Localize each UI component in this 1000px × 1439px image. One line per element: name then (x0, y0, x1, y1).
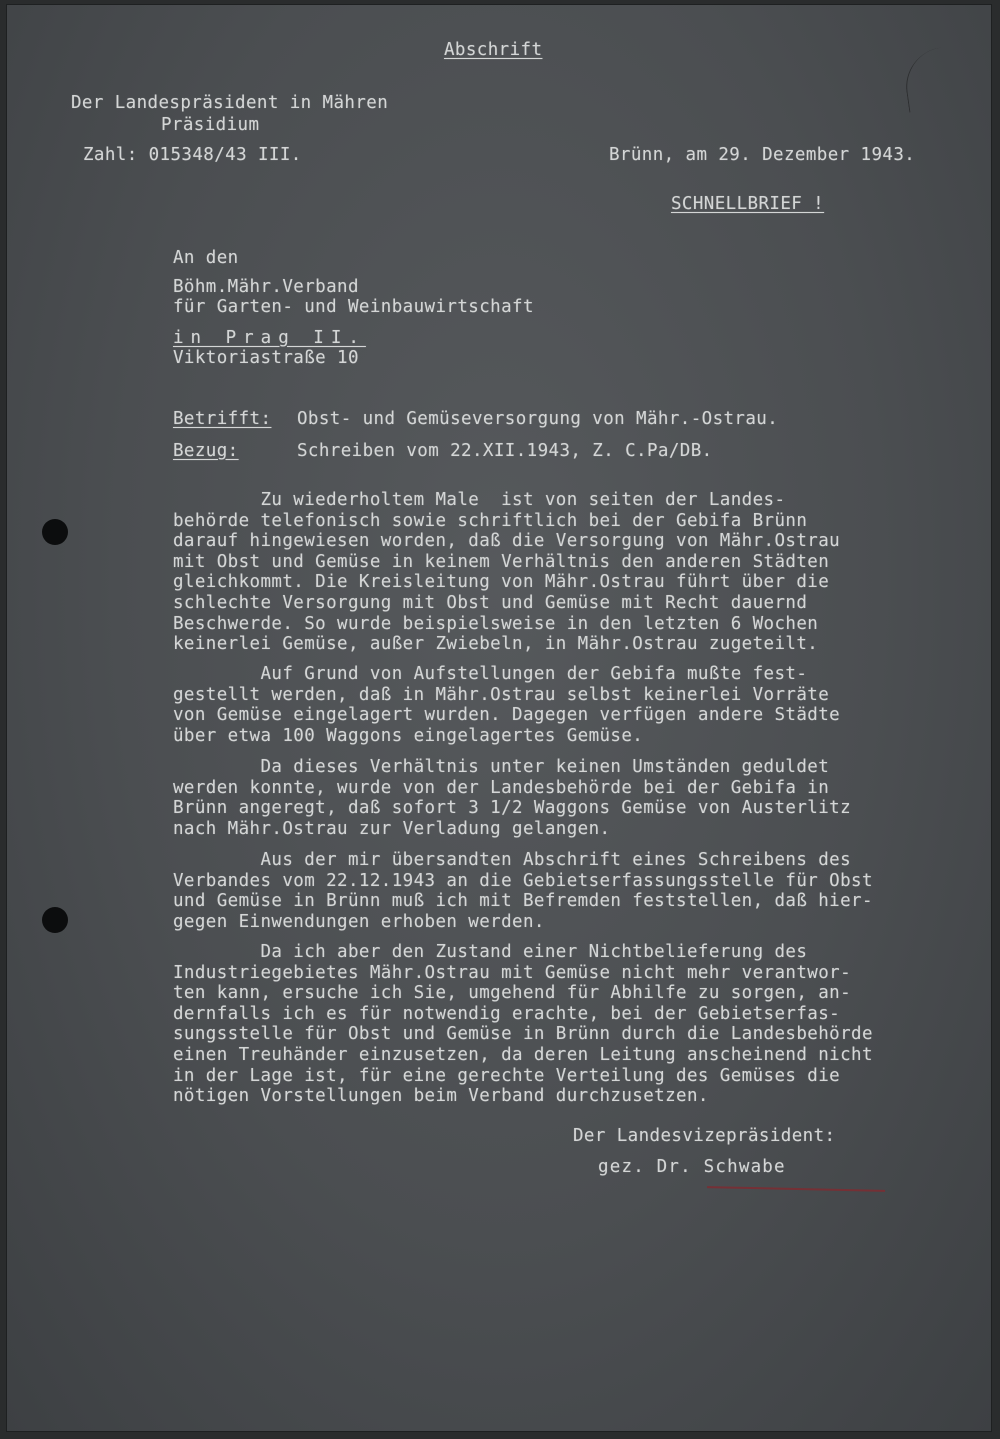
body-line: und Gemüse in Brünn muß ich mit Befremden feststellen, daß hier- (173, 891, 873, 912)
reference-text: Schreiben vom 22.XII.1943, Z. C.Pa/DB. (297, 441, 713, 461)
body-line: Da dieses Verhältnis unter keinen Umständen geduldet (173, 757, 830, 777)
subject-text: Obst- und Gemüseversorgung von Mähr.-Ostrau. (297, 409, 779, 429)
urgency-label: SCHNELLBRIEF ! (671, 194, 825, 214)
recipient-line2: für Garten- und Weinbauwirtschaft (173, 297, 534, 317)
body-line: Industriegebietes Mähr.Ostrau mit Gemüse nicht mehr verantwor- (173, 962, 852, 983)
signature-title: Der Landesvizepräsident: (573, 1126, 836, 1146)
body-line: Brünn angeregt, daß sofort 3 1/2 Waggons Gemüse von Austerlitz (173, 798, 852, 819)
body-line: Aus der mir übersandten Abschrift eines Schreibens des (173, 850, 852, 870)
reference-number: Zahl: 015348/43 III. (83, 145, 302, 165)
punch-hole-lower (42, 907, 68, 933)
reference-label: Bezug: (173, 441, 239, 461)
body-line: gestellt werden, daß in Mähr.Ostrau selbst keinerlei Vorräte (173, 684, 830, 705)
body-line: einen Treuhänder einzusetzen, da deren Leitung anscheinend nicht (173, 1045, 873, 1065)
body-line: darauf hingewiesen worden, daß die Versorgung von Mähr.Ostrau (173, 531, 841, 552)
body-line: nach Mähr.Ostrau zur Verladung gelangen. (173, 818, 611, 839)
signature-mark (707, 1186, 885, 1196)
signature-name: gez. Dr. Schwabe (598, 1157, 786, 1177)
recipient-line1: Böhm.Mähr.Verband (173, 277, 359, 297)
body-line: Auf Grund von Aufstellungen der Gebifa mußte fest- (173, 664, 808, 684)
subject-label: Betrifft: (173, 409, 272, 429)
body-line: gleichkommt. Die Kreisleitung von Mähr.Ostrau führt über die (173, 572, 830, 593)
recipient-city: in Prag II. (173, 328, 366, 348)
body-line: Beschwerde. So wurde beispielsweise in den letzten 6 Wochen (173, 613, 819, 634)
punch-hole-upper (42, 519, 68, 545)
body-line: dernfalls ich es für notwendig erachte, bei der Gebietserfas- (173, 1003, 841, 1024)
body-line: behörde telefonisch sowie schriftlich bei der Gebifa Brünn (173, 510, 808, 531)
authority-line1: Der Landespräsident in Mähren (71, 93, 389, 113)
body-line: über etwa 100 Waggons eingelagertes Gemüse. (173, 725, 644, 746)
body-line: Da ich aber den Zustand einer Nichtbelieferung des (173, 942, 808, 962)
body-line: ten kann, ersuche ich Sie, umgehend für Abhilfe zu sorgen, an- (173, 983, 852, 1004)
body-line: Verbandes vom 22.12.1943 an die Gebietserfassungsstelle für Obst (173, 870, 873, 891)
authority-line2: Präsidium (161, 115, 260, 135)
body-line: keinerlei Gemüse, außer Zwiebeln, in Mähr.Ostrau zugeteilt. (173, 634, 819, 655)
body-line: Zu wiederholtem Male ist von seiten der Landes- (173, 490, 786, 510)
body-line: mit Obst und Gemüse in keinem Verhältnis den anderen Städten (173, 551, 830, 572)
place-date: Brünn, am 29. Dezember 1943. (609, 145, 916, 165)
document-page (6, 4, 992, 1432)
scratch-mark (901, 47, 950, 112)
copy-label: Abschrift (444, 40, 543, 60)
recipient-salutation: An den (173, 248, 239, 268)
body-line: in der Lage ist, für eine gerechte Verteilung des Gemüses die (173, 1065, 841, 1086)
body-line: von Gemüse eingelagert wurden. Dagegen verfügen andere Städte (173, 705, 841, 726)
body-line: sungsstelle für Obst und Gemüse in Brünn durch die Landesbehörde (173, 1024, 873, 1045)
body-line: schlechte Versorgung mit Obst und Gemüse mit Recht dauernd (173, 593, 808, 613)
body-line: werden konnte, wurde von der Landesbehörde bei der Gebifa in (173, 777, 830, 798)
recipient-street: Viktoriastraße 10 (173, 348, 359, 368)
body-line: gegen Einwendungen erhoben werden. (173, 911, 545, 932)
body-line: nötigen Vorstellungen beim Verband durchzusetzen. (173, 1086, 709, 1107)
